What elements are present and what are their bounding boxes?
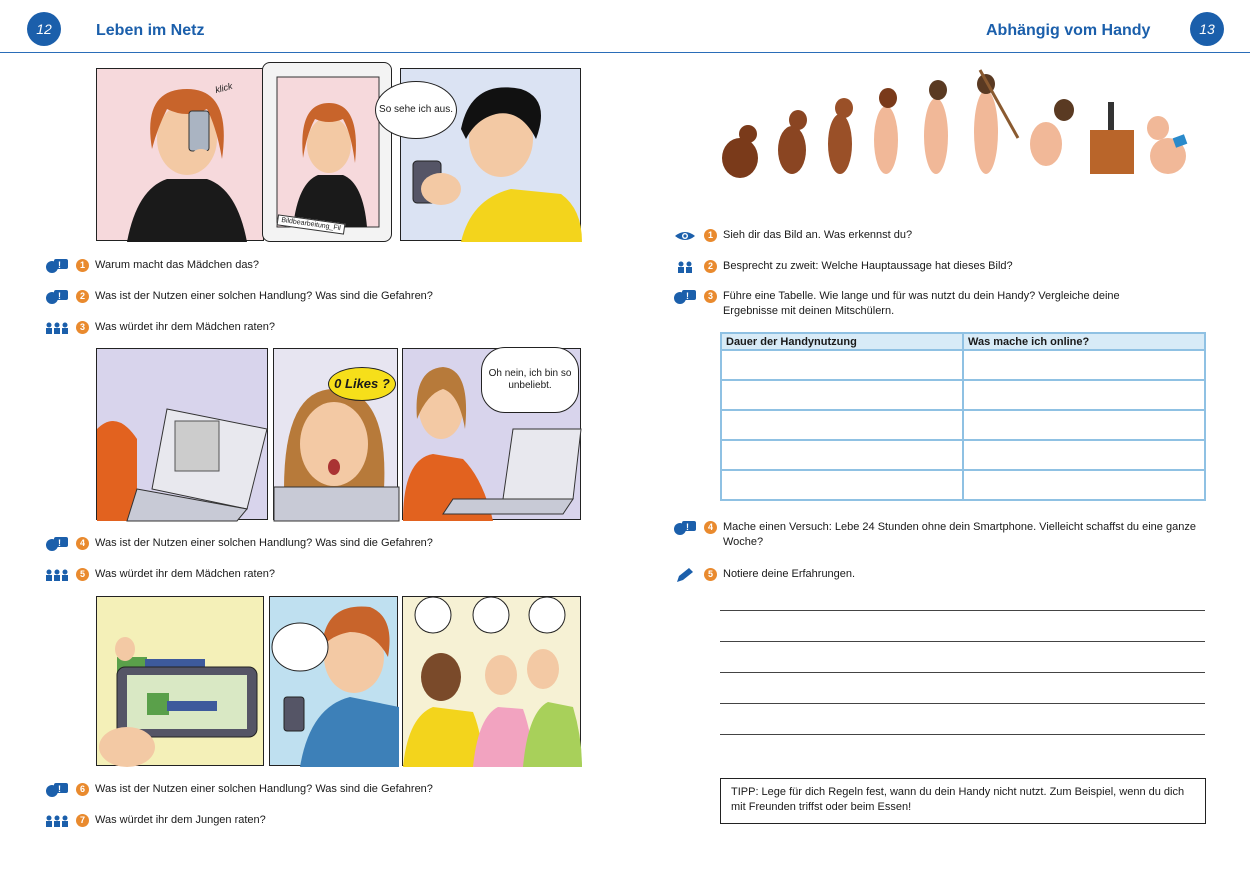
task-number: 4	[76, 537, 89, 550]
pencil-icon	[672, 567, 698, 582]
svg-text:!: !	[58, 259, 61, 270]
svg-text:!: !	[58, 290, 61, 301]
speech-bubble-so-sehe: So sehe ich aus.	[375, 81, 457, 139]
table-cell[interactable]	[963, 350, 1205, 380]
left-task-7	[44, 813, 266, 828]
evolution-to-phone-icon	[718, 66, 1208, 188]
task-number: 4	[704, 521, 717, 534]
photo-edit-caption: Bildbearbeitung_Fil	[277, 214, 346, 234]
eye-icon	[672, 228, 698, 243]
task-text: Was ist der Nutzen einer solchen Handlung? Was sind die Gefahren?	[95, 290, 433, 302]
table-cell[interactable]	[721, 470, 963, 500]
task-number: 2	[76, 290, 89, 303]
right-task-1	[672, 228, 912, 243]
group-icon	[44, 567, 70, 582]
comic3-panel1	[96, 596, 264, 766]
group-icon	[44, 320, 70, 335]
table-row	[721, 410, 1205, 440]
page-number-right: 13	[1190, 12, 1224, 46]
right-task-5	[672, 567, 855, 582]
left-task-1	[44, 258, 259, 273]
table-header-online: Was mache ich online?	[963, 333, 1205, 350]
table-header-duration: Dauer der Handynutzung	[721, 333, 963, 350]
task-number: 6	[76, 783, 89, 796]
task-number: 3	[76, 321, 89, 334]
task-text: Mache einen Versuch: Lebe 24 Stunden ohne dein Smartphone. Vielleicht schaffst du eine ganze Woche?	[723, 521, 1196, 548]
group-icon	[44, 813, 70, 828]
comic2-panel3	[402, 348, 581, 520]
klick-sound-effect: klick	[214, 80, 234, 96]
svg-text:!: !	[58, 783, 61, 794]
speech-question-icon	[44, 536, 70, 551]
svg-text:!: !	[686, 521, 689, 532]
table-row	[721, 470, 1205, 500]
table-cell[interactable]	[963, 440, 1205, 470]
table-cell[interactable]	[721, 410, 963, 440]
speech-question-icon	[44, 258, 70, 273]
writing-line[interactable]	[720, 703, 1205, 704]
comic2-panel2	[273, 348, 398, 520]
task-text: Was ist der Nutzen einer solchen Handlung? Was sind die Gefahren?	[95, 537, 433, 549]
table-cell[interactable]	[721, 350, 963, 380]
table-cell[interactable]	[721, 440, 963, 470]
comic2-panel1	[96, 348, 268, 520]
comic1-panel1	[96, 68, 264, 241]
table-cell[interactable]	[721, 380, 963, 410]
girl-laptop-illustration	[97, 349, 269, 521]
task-text: Führe eine Tabelle. Wie lange und für was nutzt du dein Handy? Vergleiche deine Ergebnisse mit deinen Mitschülern.	[722, 290, 1120, 317]
left-task-4	[44, 536, 433, 551]
task-number: 1	[704, 229, 717, 242]
svg-text:!: !	[685, 290, 689, 301]
left-task-5	[44, 567, 275, 582]
left-task-2	[44, 289, 433, 304]
writing-line[interactable]	[720, 641, 1205, 642]
table-cell[interactable]	[963, 380, 1205, 410]
task-number: 5	[76, 568, 89, 581]
right-task-4	[672, 520, 1212, 550]
girl-selfie-illustration	[97, 69, 265, 242]
writing-line[interactable]	[720, 610, 1205, 611]
task-text: Notiere deine Erfahrungen.	[723, 568, 856, 580]
table-row	[721, 440, 1205, 470]
speech-bubble-oh-nein: Oh nein, ich bin so unbeliebt.	[481, 347, 579, 413]
writing-line[interactable]	[720, 672, 1205, 673]
task-number: 3	[704, 290, 717, 303]
speech-question-icon	[672, 289, 698, 304]
task-text: Sieh dir das Bild an. Was erkennst du?	[723, 229, 913, 241]
page-title-right: Abhängig vom Handy	[986, 22, 1151, 39]
comic3-panel2	[269, 596, 398, 766]
table-cell[interactable]	[963, 470, 1205, 500]
task-number: 2	[704, 260, 717, 273]
writing-line[interactable]	[720, 734, 1205, 735]
left-task-3	[44, 320, 275, 335]
header-rule	[0, 52, 1250, 53]
task-number: 7	[76, 814, 89, 827]
table-cell[interactable]	[963, 410, 1205, 440]
speech-question-icon	[672, 520, 698, 535]
evolution-illustration	[718, 66, 1208, 188]
task-text: Besprecht zu zweit: Welche Hauptaussage hat dieses Bild?	[723, 260, 1013, 272]
comic1-panel2	[262, 62, 392, 242]
comic3-panel3	[402, 596, 581, 766]
right-task-2	[672, 259, 1013, 274]
boy-fallen-photo-illustration	[97, 597, 265, 767]
left-task-6	[44, 782, 433, 797]
table-row	[721, 350, 1205, 380]
speech-question-icon	[44, 289, 70, 304]
task-text: Was ist der Nutzen einer solchen Handlung? Was sind die Gefahren?	[95, 783, 433, 795]
speech-question-icon	[44, 782, 70, 797]
table-row	[721, 380, 1205, 410]
laughing-boy-illustration	[270, 597, 399, 767]
right-task-3	[672, 289, 1172, 319]
task-text: Was würdet ihr dem Mädchen raten?	[95, 321, 275, 333]
page-title-left: Leben im Netz	[96, 22, 205, 39]
pair-icon	[672, 259, 698, 274]
thought-zero-likes: 0 Likes ?	[328, 367, 396, 401]
task-text: Was würdet ihr dem Jungen raten?	[95, 814, 266, 826]
comic1-panel3	[379, 68, 581, 241]
phone-usage-table	[720, 332, 1206, 501]
task-number: 1	[76, 259, 89, 272]
tipp-box: TIPP: Lege für dich Regeln fest, wann du dein Handy nicht nutzt. Zum Beispiel, wenn du dich mit Freunden triffst oder beim Essen!	[720, 778, 1206, 824]
friends-with-phones-illustration	[403, 597, 582, 767]
task-number: 5	[704, 568, 717, 581]
task-text: Was würdet ihr dem Mädchen raten?	[95, 568, 275, 580]
svg-text:!: !	[58, 537, 61, 548]
page-number-left: 12	[27, 12, 61, 46]
task-text: Warum macht das Mädchen das?	[95, 259, 260, 271]
